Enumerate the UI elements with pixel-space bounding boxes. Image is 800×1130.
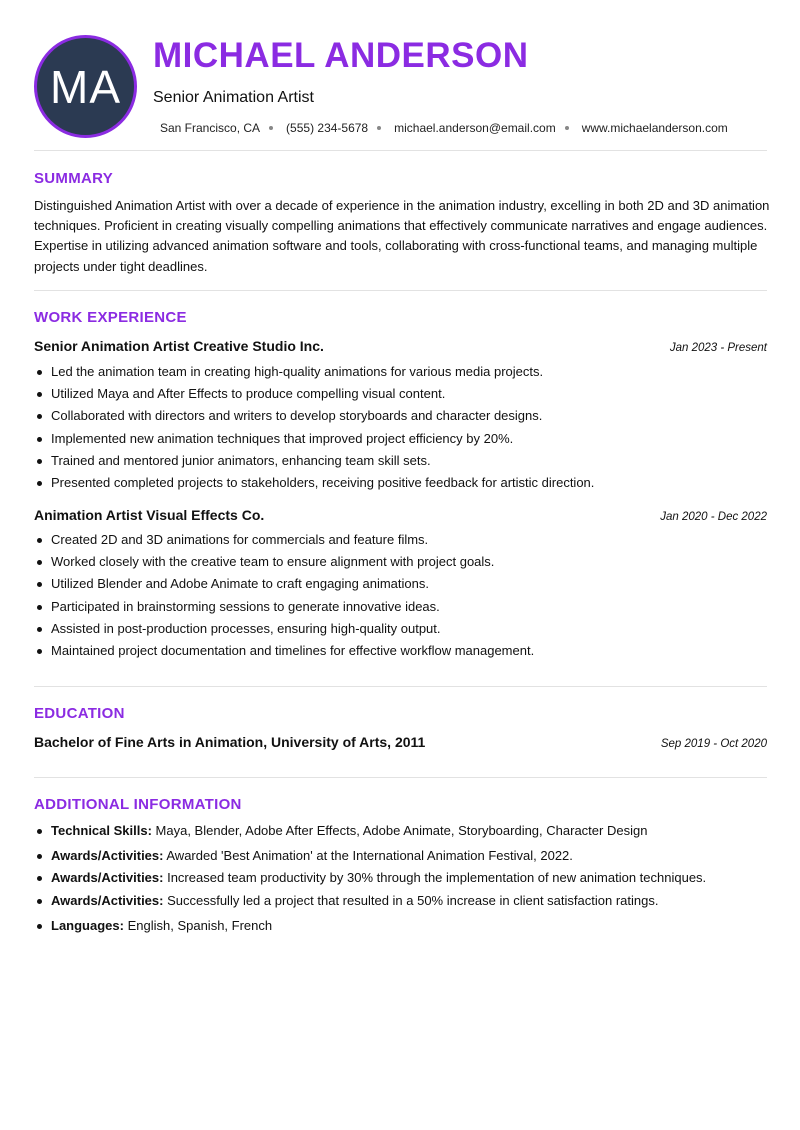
contact-website[interactable]: www.michaelanderson.com bbox=[581, 121, 728, 135]
contact-email[interactable]: michael.anderson@email.com bbox=[394, 121, 556, 135]
list-item: Utilized Blender and Adobe Animate to craft engaging animations. bbox=[34, 573, 767, 595]
avatar-initials: MA bbox=[50, 60, 121, 113]
bullet-dot bbox=[37, 538, 42, 543]
education-entry bbox=[34, 734, 767, 750]
education-date: Sep 2019 - Oct 2020 bbox=[660, 738, 767, 750]
bullet-dot bbox=[37, 582, 42, 587]
list-item: Awards/Activities: Increased team productivity by 30% through the implementation of new animation techniques. bbox=[34, 867, 767, 889]
bullet-dot bbox=[37, 459, 42, 464]
job-title: Animation Artist Visual Effects Co. bbox=[34, 507, 265, 523]
bullet-dot bbox=[37, 876, 42, 881]
bullet-dot bbox=[37, 649, 42, 654]
list-item: Maintained project documentation and timelines for effective workflow management. bbox=[34, 640, 767, 662]
divider bbox=[34, 150, 767, 151]
candidate-name: MICHAEL ANDERSON bbox=[153, 36, 529, 75]
bullet-dot bbox=[37, 605, 42, 610]
bullet-dot bbox=[37, 627, 42, 632]
bullet-dot bbox=[37, 899, 42, 904]
experience-heading: WORK EXPERIENCE bbox=[34, 309, 187, 326]
job-title: Senior Animation Artist Creative Studio Inc. bbox=[34, 338, 324, 354]
job-date: Jan 2023 - Present bbox=[669, 342, 767, 354]
contact-phone: (555) 234-5678 bbox=[286, 121, 369, 135]
bullet-dot bbox=[37, 414, 42, 419]
bullet-dot bbox=[37, 560, 42, 565]
job-bullets bbox=[34, 529, 767, 662]
job-bullets bbox=[34, 361, 767, 494]
bullet-dot bbox=[37, 370, 42, 375]
bullet-separator bbox=[565, 126, 569, 130]
divider bbox=[34, 290, 767, 291]
list-item: Trained and mentored junior animators, enhancing team skill sets. bbox=[34, 450, 767, 472]
additional-heading: ADDITIONAL INFORMATION bbox=[34, 796, 242, 813]
contact-line bbox=[160, 121, 728, 135]
bullet-dot bbox=[37, 437, 42, 442]
job-header bbox=[34, 507, 767, 523]
bullet-separator bbox=[269, 126, 273, 130]
divider bbox=[34, 777, 767, 778]
list-item: Led the animation team in creating high-quality animations for various media projects. bbox=[34, 361, 767, 383]
list-item: Assisted in post-production processes, ensuring high-quality output. bbox=[34, 618, 767, 640]
list-item: Awards/Activities: Successfully led a project that resulted in a 50% increase in client satisfaction ratings. bbox=[34, 890, 767, 912]
bullet-dot bbox=[37, 481, 42, 486]
list-item: Presented completed projects to stakeholders, receiving positive feedback for artistic direction. bbox=[34, 472, 767, 494]
list-item: Utilized Maya and After Effects to produce compelling visual content. bbox=[34, 383, 767, 405]
list-item: Worked closely with the creative team to ensure alignment with project goals. bbox=[34, 551, 767, 573]
job-date: Jan 2020 - Dec 2022 bbox=[660, 511, 767, 523]
additional-list bbox=[34, 820, 767, 937]
list-item: Implemented new animation techniques that improved project efficiency by 20%. bbox=[34, 428, 767, 450]
candidate-title: Senior Animation Artist bbox=[153, 89, 314, 106]
list-item: Collaborated with directors and writers to develop storyboards and character designs. bbox=[34, 405, 767, 427]
bullet-dot bbox=[37, 924, 42, 929]
list-item: Participated in brainstorming sessions to generate innovative ideas. bbox=[34, 596, 767, 618]
degree: Bachelor of Fine Arts in Animation, University of Arts, 2011 bbox=[34, 734, 426, 750]
bullet-dot bbox=[37, 392, 42, 397]
summary-text: Distinguished Animation Artist with over a decade of experience in the animation industry, excelling in both 2D and 3D animation techniques. Proficient in creating visually compelling animations that effectively communicate narratives and engage audiences. Expertise in utilizing advanced animation software and tools, collaborating with cross-functional teams, and managing multiple projects under tight deadlines. bbox=[34, 198, 770, 274]
list-item: Technical Skills: Maya, Blender, Adobe After Effects, Adobe Animate, Storyboarding, Character Design bbox=[34, 820, 767, 842]
list-item: Languages: English, Spanish, French bbox=[34, 915, 767, 937]
contact-location: San Francisco, CA bbox=[160, 121, 261, 135]
bullet-separator bbox=[377, 126, 381, 130]
list-item: Awards/Activities: Awarded 'Best Animation' at the International Animation Festival, 2022. bbox=[34, 845, 767, 867]
bullet-dot bbox=[37, 829, 42, 834]
avatar bbox=[34, 35, 137, 138]
list-item: Created 2D and 3D animations for commercials and feature films. bbox=[34, 529, 767, 551]
job-header bbox=[34, 338, 767, 354]
education-heading: EDUCATION bbox=[34, 705, 125, 722]
summary-heading: SUMMARY bbox=[34, 170, 114, 187]
bullet-dot bbox=[37, 854, 42, 859]
divider bbox=[34, 686, 767, 687]
